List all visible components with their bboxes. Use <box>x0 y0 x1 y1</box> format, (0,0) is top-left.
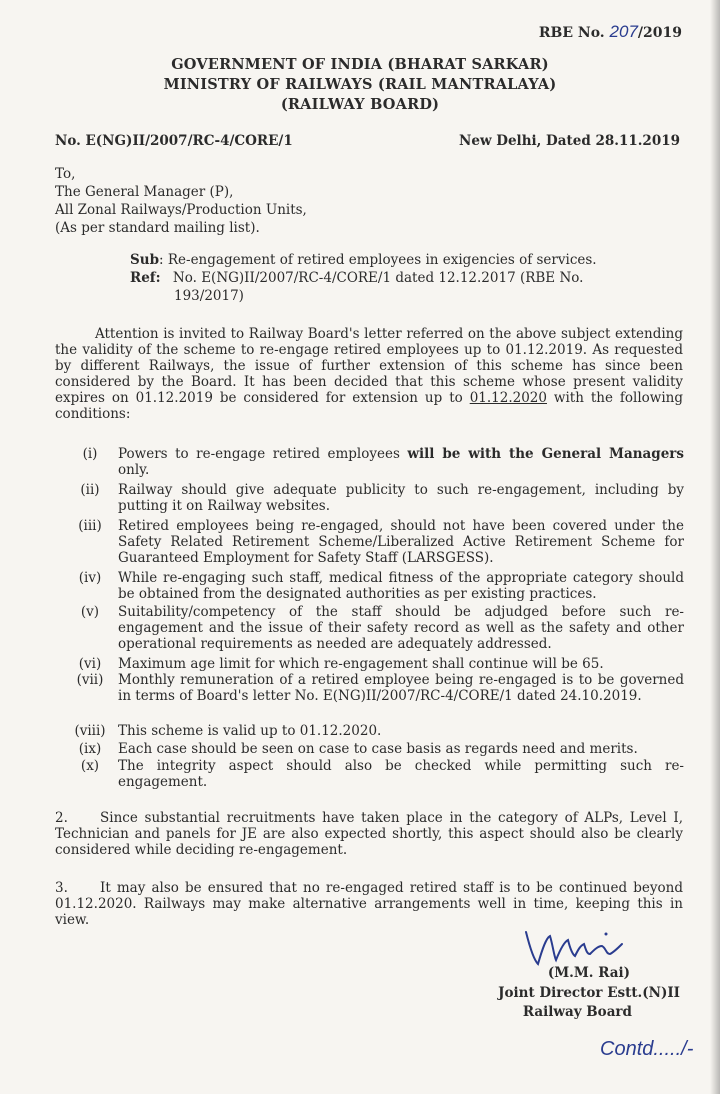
rbe-suffix: /2019 <box>637 25 682 41</box>
para1-text-end: with the following conditions: <box>55 390 683 422</box>
subject-label: Sub <box>130 252 160 268</box>
condition-number: (vi) <box>78 656 102 672</box>
condition-text: Retired employees being re-engaged, should not have been covered under the Safety Related Retirement Scheme/Liberalized Active Retirement Scheme for Guaranteed Employment for Safety Staff (LARSGESS). <box>118 518 684 566</box>
condition-item <box>70 482 684 516</box>
condition-number: (x) <box>80 758 100 774</box>
reference-text: No. E(NG)II/2007/RC-4/CORE/1 dated 12.12.2017 (RBE No. <box>172 270 584 286</box>
subject-line <box>130 252 597 268</box>
paragraph-2 <box>55 810 683 858</box>
condition-item <box>70 604 684 654</box>
condition-number: (ix) <box>78 741 102 757</box>
rbe-reference <box>539 22 682 42</box>
para1-text: Attention is invited to Railway Board's letter referred on the above subject extending the validity of the scheme to re-engage retired employees up to 01.12.2019. As requested by different Railways, the issue of further extension of this scheme has since been considered by the Board. It has been decided that this scheme whose present validity expires on 01.12.2019 be considered for extension up to <box>55 326 683 406</box>
condition-text: Monthly remuneration of a retired employee being re-engaged is to be governed in terms of Board's letter No. E(NG)II/2007/RC-4/CORE/1 dated 24.10.2019. <box>118 672 684 704</box>
signature-drawing <box>520 920 630 970</box>
condition-number: (i) <box>82 446 98 462</box>
condition-text: Maximum age limit for which re-engagement shall continue will be 65. <box>118 656 604 672</box>
condition-number: (viii) <box>74 723 106 739</box>
condition-text: Railway should give adequate publicity to such re-engagement, including by putting it on Railway websites. <box>118 482 684 514</box>
header-line-government: GOVERNMENT OF INDIA (BHARAT SARKAR) <box>171 56 549 73</box>
address-line: To, <box>55 166 76 182</box>
condition-text: Suitability/competency of the staff should be adjudged before such re-engagement and the issue of their safety record as well as the safety and other operational requirements as needed are adequately addressed. <box>118 604 684 652</box>
condition-text: Each case should be seen on case to case basis as regards need and merits. <box>118 741 638 757</box>
condition-text: The integrity aspect should also be checked while permitting such re-engagement. <box>118 758 684 790</box>
condition-item <box>70 758 684 792</box>
reference-label: Ref: <box>130 270 161 286</box>
rbe-prefix: RBE No. <box>538 25 605 41</box>
condition-item <box>70 446 684 480</box>
reference-line <box>130 270 583 286</box>
condition-number: (v) <box>80 604 100 620</box>
address-line: (As per standard mailing list). <box>55 220 260 236</box>
condition-item <box>70 518 684 568</box>
letter-number: No. E(NG)II/2007/RC-4/CORE/1 <box>55 133 293 149</box>
condition-number: (vii) <box>76 672 104 688</box>
signatory-name: (M.M. Rai) <box>547 965 630 981</box>
header-line-ministry: MINISTRY OF RAILWAYS (RAIL MANTRALAYA) <box>163 76 557 93</box>
condition-item <box>70 570 684 604</box>
condition-number: (iii) <box>78 518 102 534</box>
para1-underlined-date: 01.12.2020 <box>469 390 547 406</box>
para2-number: 2. <box>55 810 68 826</box>
signatory-designation: Joint Director Estt.(N)II <box>498 985 680 1001</box>
condition-item <box>70 723 684 739</box>
condition-item <box>70 656 684 672</box>
condition-number: (ii) <box>80 482 100 498</box>
scan-edge-shadow <box>710 0 720 1094</box>
para3-number: 3. <box>55 880 68 896</box>
para3-text: It may also be ensured that no re-engaged retired staff is to be continued beyond 01.12.2020. Railways may make alternative arrangements well in time, keeping this in view. <box>55 880 683 928</box>
subject-text: : Re-engagement of retired employees in exigencies of services. <box>159 252 597 268</box>
signatory-office: Railway Board <box>522 1004 632 1020</box>
header-line-board: (RAILWAY BOARD) <box>280 96 440 113</box>
address-line: All Zonal Railways/Production Units, <box>55 202 307 218</box>
reference-line-2: 193/2017) <box>174 288 244 304</box>
condition-text: This scheme is valid up to 01.12.2020. <box>118 723 382 739</box>
rbe-number-handwritten: 207 <box>609 22 638 41</box>
letter-date: New Delhi, Dated 28.11.2019 <box>459 133 680 149</box>
condition-bold-text: will be with the General Managers <box>407 446 684 462</box>
condition-item <box>70 672 684 722</box>
condition-item <box>70 741 684 757</box>
continued-note: Contd...../- <box>600 1038 694 1060</box>
condition-text-after: only. <box>118 462 150 478</box>
para2-text: Since substantial recruitments have taken place in the category of ALPs, Level I, Technician and panels for JE are also expected shortly, this aspect should also be clearly considered while deciding re-engagement. <box>55 810 683 858</box>
condition-text: While re-engaging such staff, medical fitness of the appropriate category should be obtained from the designated authorities as per existing practices. <box>118 570 684 602</box>
condition-text <box>118 446 684 478</box>
address-line: The General Manager (P), <box>55 184 234 200</box>
condition-text-part: Powers to re-engage retired employees <box>118 446 408 462</box>
paragraph-1 <box>55 326 683 422</box>
condition-number: (iv) <box>78 570 102 586</box>
